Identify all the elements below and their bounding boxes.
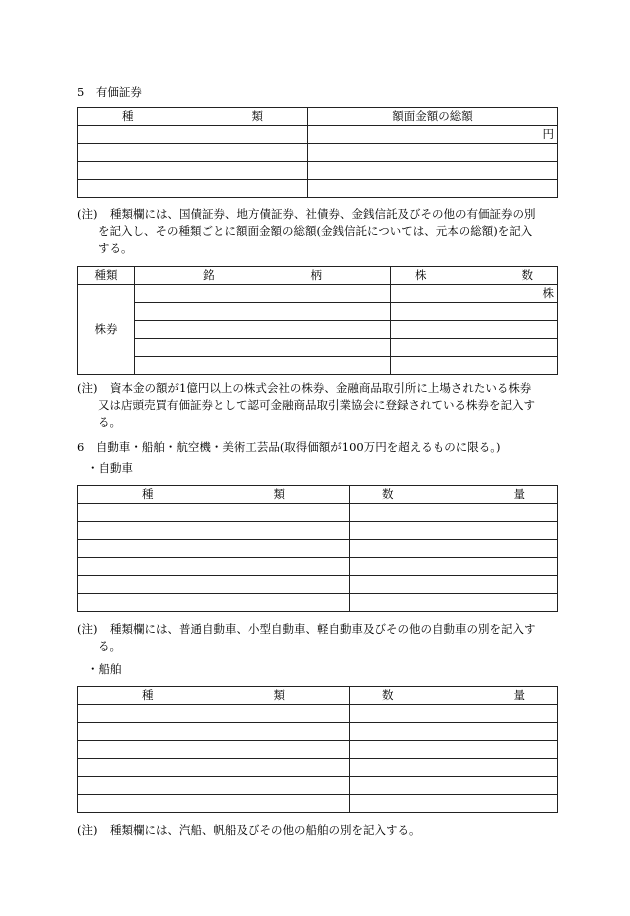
note-prefix: (注) xyxy=(77,823,98,837)
section-5-heading: 5 有価証券 xyxy=(77,85,142,99)
note-line: する。 xyxy=(98,241,133,255)
cell-type[interactable] xyxy=(78,594,350,612)
cell-shares[interactable] xyxy=(391,321,558,339)
header-shares: 株 数 xyxy=(391,267,558,285)
table-row xyxy=(78,576,558,594)
cell-shares[interactable] xyxy=(391,303,558,321)
cell-quantity[interactable] xyxy=(350,705,558,723)
cell-quantity[interactable] xyxy=(350,741,558,759)
header-brand: 銘 柄 xyxy=(135,267,391,285)
cell-brand[interactable] xyxy=(135,285,391,303)
table-header-row xyxy=(78,486,558,504)
note-prefix: (注) xyxy=(77,207,98,221)
note-line: 種類欄には、国債証券、地方債証券、社債券、金銭信託及びその他の有価証券の別 xyxy=(110,207,536,221)
cell-type[interactable] xyxy=(78,126,308,144)
table-row xyxy=(78,357,558,375)
cell-quantity[interactable] xyxy=(350,759,558,777)
table-row xyxy=(78,540,558,558)
table-row xyxy=(78,759,558,777)
cell-brand[interactable] xyxy=(135,339,391,357)
note-ship xyxy=(77,822,557,839)
table-row xyxy=(78,558,558,576)
table-row xyxy=(78,777,558,795)
note-line: 種類欄には、普通自動車、小型自動車、軽自動車及びその他の自動車の別を記入す xyxy=(110,622,536,636)
cell-type[interactable] xyxy=(78,522,350,540)
subheading-automobile: ・自動車 xyxy=(87,461,133,475)
table-row xyxy=(78,741,558,759)
table-row xyxy=(78,504,558,522)
table-row xyxy=(78,795,558,813)
note-line: を記入し、その種類ごとに額面金額の総額(金銭信託については、元本の総額)を記入 xyxy=(98,224,533,238)
ship-table xyxy=(77,686,558,813)
cell-amount[interactable] xyxy=(308,162,558,180)
cell-type[interactable] xyxy=(78,558,350,576)
note-line: 資本金の額が1億円以上の株式会社の株券、金融商品取引所に上場されたいる株券 xyxy=(110,381,532,395)
note-line: 種類欄には、汽船、帆船及びその他の船舶の別を記入する。 xyxy=(110,823,421,837)
cell-quantity[interactable] xyxy=(350,540,558,558)
cell-quantity[interactable] xyxy=(350,576,558,594)
table-row xyxy=(78,162,558,180)
cell-shares[interactable] xyxy=(391,339,558,357)
cell-type[interactable] xyxy=(78,540,350,558)
cell-amount[interactable]: 円 xyxy=(308,126,558,144)
cell-type[interactable] xyxy=(78,759,350,777)
table-row xyxy=(78,285,558,303)
cell-type[interactable] xyxy=(78,162,308,180)
cell-quantity[interactable] xyxy=(350,795,558,813)
table-row xyxy=(78,180,558,198)
cell-shares[interactable]: 株 xyxy=(391,285,558,303)
table-row xyxy=(78,723,558,741)
header-face-value-total: 額面金額の総額 xyxy=(308,108,558,126)
cell-type[interactable] xyxy=(78,576,350,594)
cell-quantity[interactable] xyxy=(350,723,558,741)
note-line: る。 xyxy=(98,415,121,429)
cell-type[interactable] xyxy=(78,180,308,198)
cell-type[interactable] xyxy=(78,741,350,759)
note-securities xyxy=(77,206,557,257)
table-row xyxy=(78,303,558,321)
cell-quantity[interactable] xyxy=(350,504,558,522)
cell-quantity[interactable] xyxy=(350,594,558,612)
subheading-ship: ・船舶 xyxy=(87,662,122,676)
note-line: る。 xyxy=(98,639,121,653)
header-type: 種 類 xyxy=(78,687,350,705)
table-row xyxy=(78,126,558,144)
note-automobile xyxy=(77,621,557,655)
cell-brand[interactable] xyxy=(135,321,391,339)
securities-table xyxy=(77,107,558,198)
table-header-row xyxy=(78,687,558,705)
table-row xyxy=(78,705,558,723)
row-label-stock-certificates: 株券 xyxy=(78,285,135,375)
header-type: 種 類 xyxy=(78,108,308,126)
header-type: 種類 xyxy=(78,267,135,285)
cell-type[interactable] xyxy=(78,504,350,522)
section-6-heading: 6 自動車・船舶・航空機・美術工芸品(取得価額が100万円を超えるものに限る。) xyxy=(77,440,501,454)
cell-quantity[interactable] xyxy=(350,522,558,540)
table-header-row xyxy=(78,108,558,126)
header-quantity: 数 量 xyxy=(350,687,558,705)
table-row xyxy=(78,339,558,357)
note-prefix: (注) xyxy=(77,622,98,636)
cell-quantity[interactable] xyxy=(350,777,558,795)
note-prefix: (注) xyxy=(77,381,98,395)
cell-type[interactable] xyxy=(78,144,308,162)
note-line: 又は店頭売買有価証券として認可金融商品取引業協会に登録されている株券を記入す xyxy=(98,398,535,412)
table-row xyxy=(78,522,558,540)
cell-type[interactable] xyxy=(78,705,350,723)
note-stocks xyxy=(77,380,557,431)
cell-amount[interactable] xyxy=(308,180,558,198)
cell-type[interactable] xyxy=(78,795,350,813)
header-type: 種 類 xyxy=(78,486,350,504)
automobile-table xyxy=(77,485,558,612)
table-row xyxy=(78,321,558,339)
cell-amount[interactable] xyxy=(308,144,558,162)
header-quantity: 数 量 xyxy=(350,486,558,504)
cell-type[interactable] xyxy=(78,777,350,795)
table-header-row xyxy=(78,267,558,285)
table-row xyxy=(78,594,558,612)
cell-shares[interactable] xyxy=(391,357,558,375)
stocks-table xyxy=(77,266,558,375)
cell-quantity[interactable] xyxy=(350,558,558,576)
cell-brand[interactable] xyxy=(135,303,391,321)
cell-brand[interactable] xyxy=(135,357,391,375)
table-row xyxy=(78,144,558,162)
cell-type[interactable] xyxy=(78,723,350,741)
